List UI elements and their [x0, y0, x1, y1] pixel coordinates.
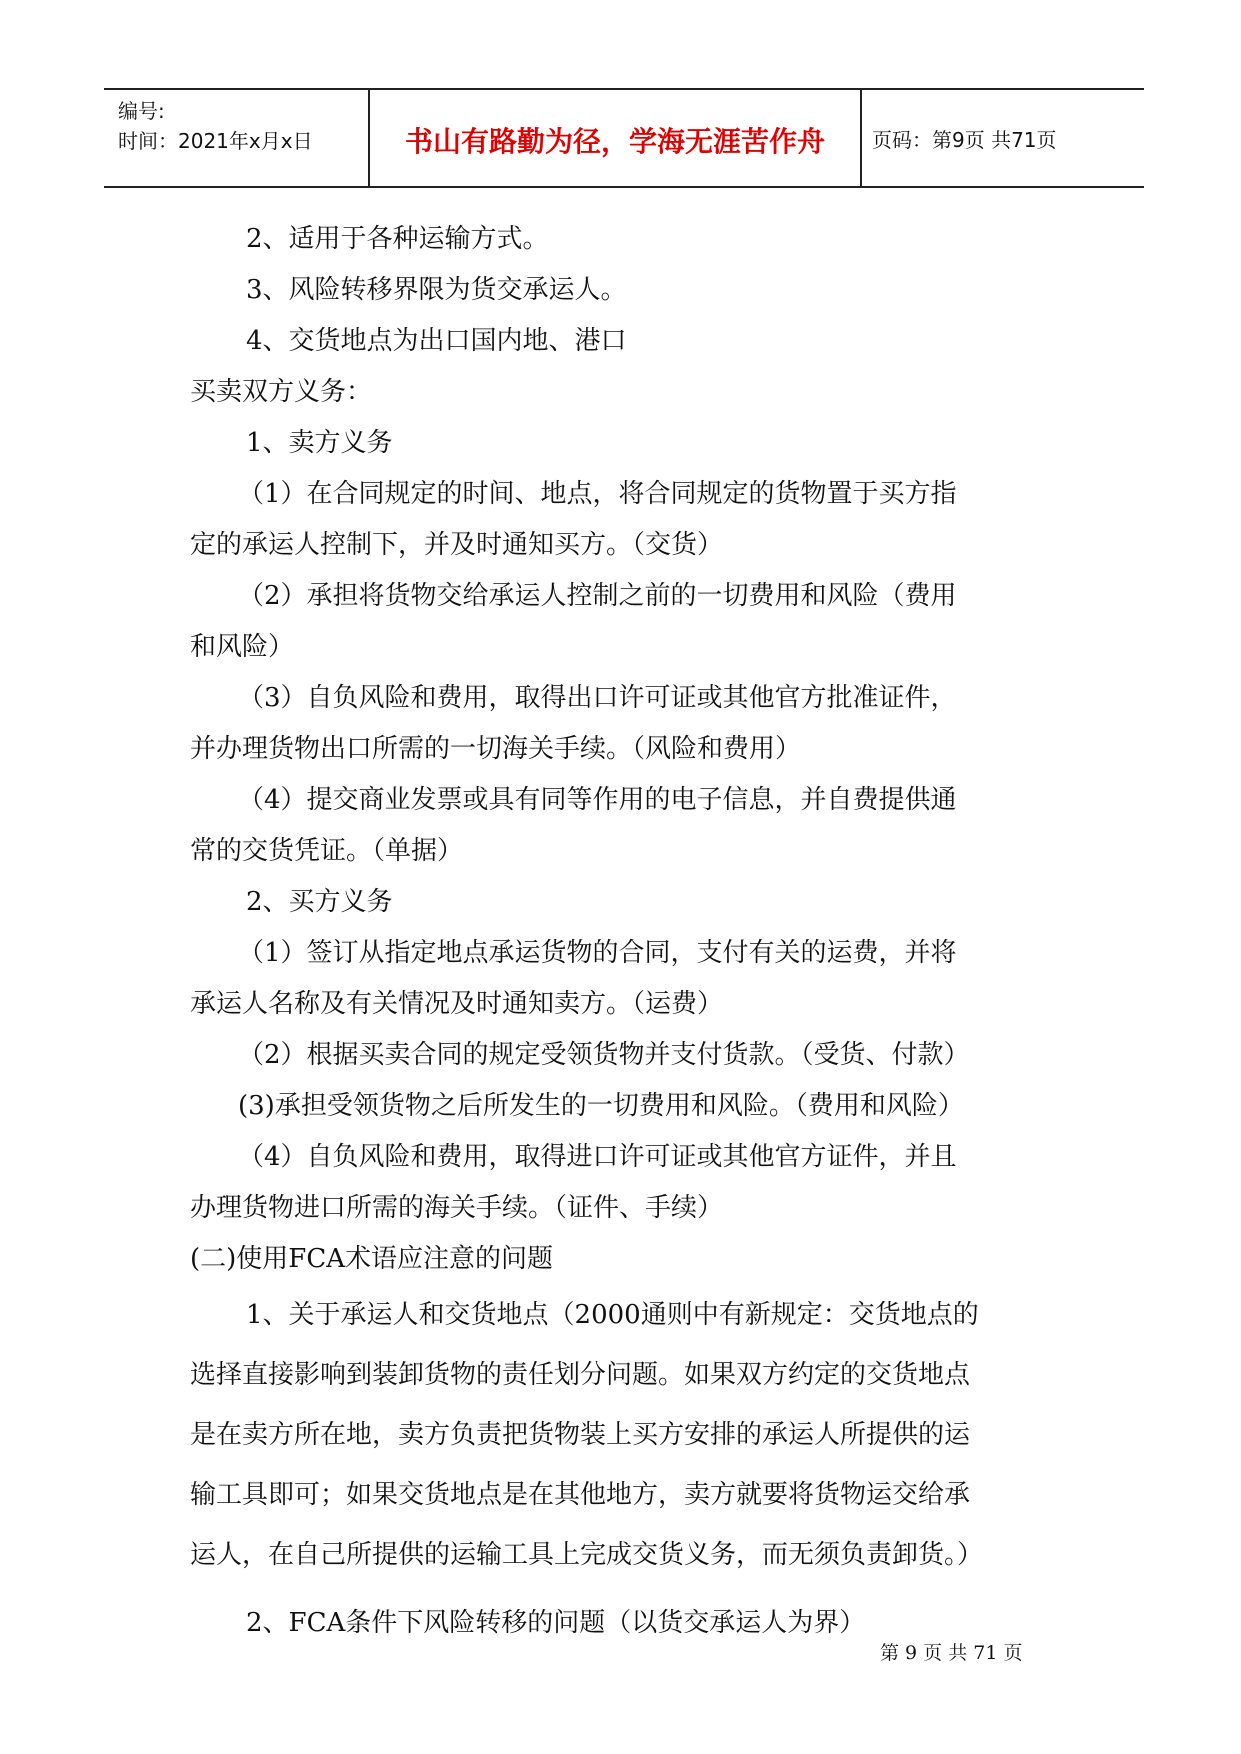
body-line: 输工具即可；如果交货地点是在其他地方，卖方就要将货物运交给承 [190, 1480, 971, 1510]
document-body [190, 214, 1070, 1653]
body-line: 承运人名称及有关情况及时通知卖方。（运费） [190, 989, 724, 1019]
document-number-label: 编号: [118, 99, 165, 123]
body-line: 选择直接影响到装卸货物的责任划分问题。如果双方约定的交货地点 [190, 1360, 971, 1390]
document-time-label: 时间：2021年x月x日 [118, 129, 313, 153]
body-line: （1）签订从指定地点承运货物的合同，支付有关的运费，并将 [238, 938, 957, 968]
body-line: 并办理货物出口所需的一切海关手续。（风险和费用） [190, 734, 802, 764]
section-heading: (二)使用FCA术语应注意的问题 [190, 1244, 553, 1274]
body-line: 和风险） [190, 632, 295, 662]
body-line: 办理货物进口所需的海关手续。（证件、手续） [190, 1193, 724, 1223]
body-line: 定的承运人控制下，并及时通知买方。（交货） [190, 530, 724, 560]
spacer [190, 1585, 1070, 1593]
body-line: （4）自负风险和费用，取得进口许可证或其他官方证件，并且 [238, 1142, 957, 1172]
body-line: （1）在合同规定的时间、地点，将合同规定的货物置于买方指 [238, 479, 957, 509]
subsection-heading: 1、卖方义务 [246, 428, 393, 458]
body-line: (3)承担受领货物之后所发生的一切费用和风险。（费用和风险） [238, 1091, 964, 1121]
body-line: （3）自负风险和费用，取得出口许可证或其他官方批准证件， [238, 683, 957, 713]
body-line: 是在卖方所在地，卖方负责把货物装上买方安排的承运人所提供的运 [190, 1420, 971, 1450]
body-line: （2）根据买卖合同的规定受领货物并支付货款。（受货、付款） [238, 1040, 970, 1070]
subsection-heading: 2、买方义务 [246, 887, 393, 917]
body-line: 4、交货地点为出口国内地、港口 [246, 326, 627, 356]
body-line: （4）提交商业发票或具有同等作用的电子信息，并自费提供通 [238, 785, 957, 815]
body-line: （2）承担将货物交给承运人控制之前的一切费用和风险（费用 [238, 581, 957, 611]
header-page-info: 页码：第9页 共71页 [872, 128, 1057, 152]
body-line: 常的交货凭证。（单据） [190, 836, 464, 866]
page-header [104, 88, 1144, 188]
header-meta [118, 96, 313, 156]
body-line: 3、风险转移界限为货交承运人。 [246, 275, 627, 305]
body-line: 2、适用于各种运输方式。 [246, 224, 549, 254]
header-divider [860, 90, 862, 186]
page-footer: 第 9 页 共 71 页 [880, 1642, 1023, 1664]
body-line: 2、FCA条件下风险转移的问题（以货交承运人为界） [246, 1608, 866, 1638]
body-line: 运人，在自己所提供的运输工具上完成交货义务，而无须负责卸货。） [190, 1540, 984, 1570]
body-line: 1、关于承运人和交货地点（2000通则中有新规定：交货地点的 [246, 1300, 979, 1330]
section-heading: 买卖双方义务： [190, 377, 373, 407]
header-motto: 书山有路勤为径，学海无涯苦作舟 [404, 125, 825, 158]
